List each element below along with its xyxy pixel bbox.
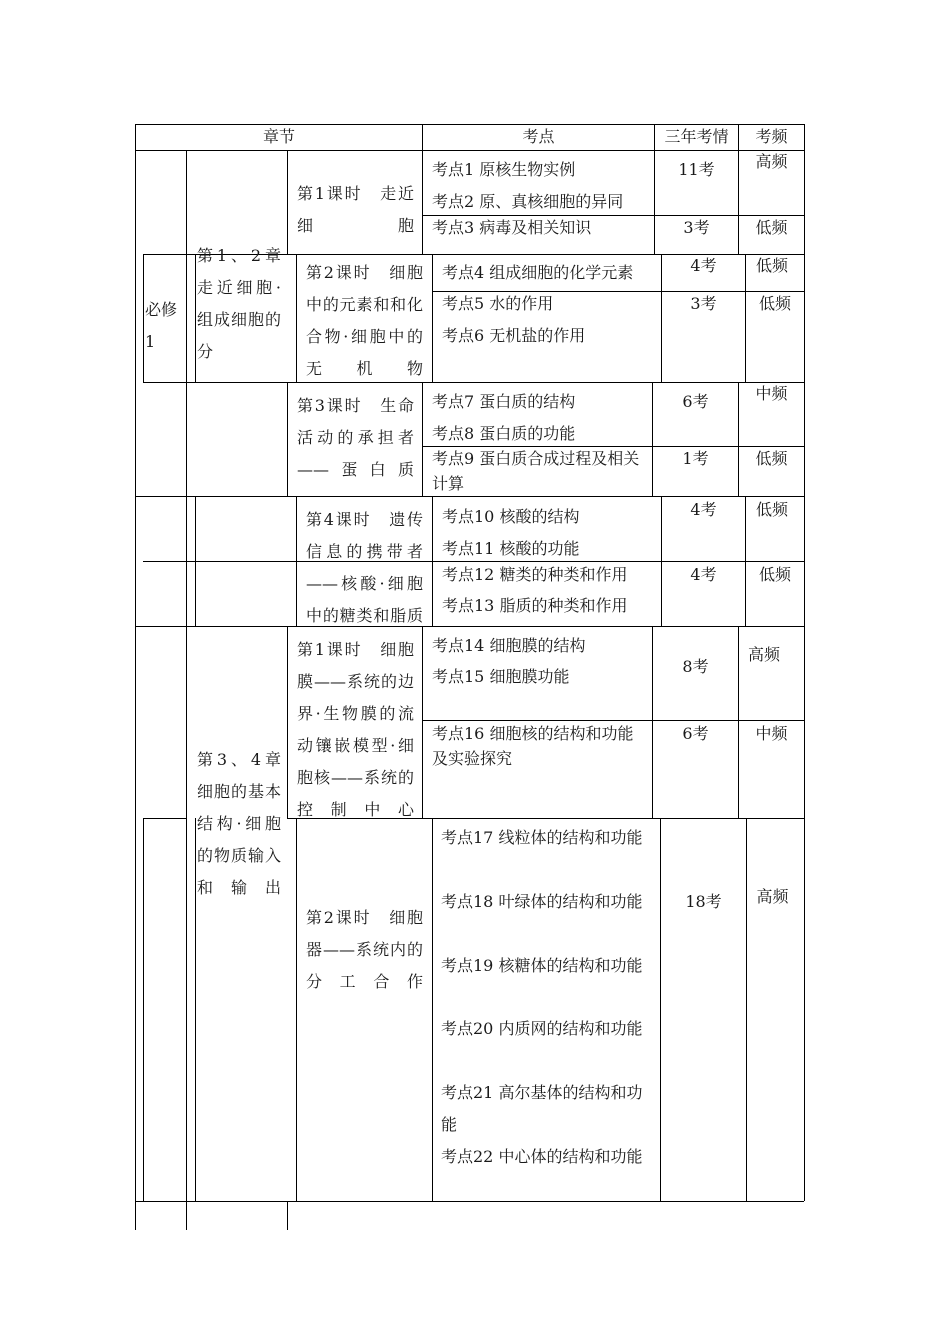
exam-point: 考点13 脂质的种类和作用 (442, 596, 628, 615)
exam-point: 考点11 核酸的功能 (442, 539, 580, 558)
lesson-label: 第1课时 走近细胞 (297, 184, 414, 235)
lesson-label: 第3课时 生命活动的承担者——蛋白质 (297, 396, 414, 479)
stat-cell: 4考 (690, 256, 717, 275)
exam-point: 考点8 蛋白质的功能 (432, 424, 576, 443)
table-rule (296, 254, 297, 382)
exam-point: 考点3 病毒及相关知识 (432, 218, 592, 237)
freq-cell: 高频 (756, 887, 789, 906)
stat-cell: 6考 (682, 392, 709, 411)
table-rule (195, 818, 196, 1201)
table-rule (422, 150, 423, 254)
exam-point: 考点17 线粒体的结构和功能 (441, 828, 643, 847)
stat-cell: 11考 (678, 160, 715, 179)
stat-cell: 8考 (682, 657, 709, 676)
exam-point: 考点12 糖类的种类和作用 (442, 565, 628, 584)
exam-point: 考点21 高尔基体的结构和功能 (441, 1083, 643, 1134)
module-label: 必修1 (145, 300, 178, 351)
table-rule (143, 818, 144, 1201)
freq-cell: 中频 (755, 384, 788, 403)
table-rule (432, 254, 433, 382)
freq-cell: 低频 (758, 294, 791, 313)
stat-cell: 4考 (690, 565, 717, 584)
table-rule (746, 818, 747, 1201)
table-rule (143, 818, 187, 819)
header-freq: 考频 (755, 127, 788, 146)
header-point: 考点 (522, 127, 555, 146)
exam-point: 考点14 细胞膜的结构 (432, 636, 586, 655)
chapter-3-4-label: 第3、4章细胞的基本结构·细胞的物质输入和输出 (197, 750, 281, 897)
lesson-label: 第2课时 细胞中的元素和和化合物·细胞中的无机物 (306, 263, 423, 378)
lesson-label: 第1课时 细胞膜——系统的边界·生物膜的流动镶嵌模型·细胞核——系统的控制中心 (297, 640, 414, 819)
exam-point: 考点22 中心体的结构和功能 (441, 1147, 643, 1166)
freq-cell: 中频 (755, 724, 788, 743)
table-rule (135, 626, 804, 627)
table-rule (135, 124, 136, 1230)
table-rule (660, 818, 661, 1201)
exam-point: 考点16 细胞核的结构和功能及实验探究 (432, 724, 634, 768)
stat-cell: 18考 (685, 892, 722, 911)
table-rule (422, 626, 423, 818)
table-rule (195, 254, 196, 382)
stat-cell: 6考 (682, 724, 709, 743)
exam-point: 考点7 蛋白质的结构 (432, 392, 576, 411)
table-rule (422, 382, 423, 496)
freq-cell: 低频 (755, 500, 788, 519)
freq-cell: 低频 (758, 565, 791, 584)
exam-point: 考点20 内质网的结构和功能 (441, 1019, 643, 1038)
exam-point: 考点1 原核生物实例 (432, 160, 576, 179)
freq-cell: 低频 (755, 256, 788, 275)
stat-cell: 1考 (682, 449, 709, 468)
exam-point: 考点2 原、真核细胞的异同 (432, 192, 624, 211)
header-stat: 三年考情 (664, 127, 729, 146)
exam-point: 考点10 核酸的结构 (442, 507, 580, 526)
exam-point: 考点18 叶绿体的结构和功能 (441, 892, 643, 911)
lesson-label: 第2课时 细胞器——系统内的分工合作 (306, 908, 423, 991)
table-rule (804, 124, 805, 1201)
exam-point: 考点6 无机盐的作用 (442, 326, 586, 345)
lesson-label: 第4课时 遗传信息的携带者——核酸·细胞中的糖类和脂质 (306, 510, 423, 625)
exam-point: 考点5 水的作用 (442, 294, 554, 313)
exam-point: 考点19 核糖体的结构和功能 (441, 956, 643, 975)
chapter-1-2-label: 第1、2章走近细胞·组成细胞的分 (197, 246, 281, 361)
stat-cell: 4考 (690, 500, 717, 519)
table-rule (287, 626, 288, 818)
table-rule (287, 150, 288, 254)
freq-cell: 高频 (747, 645, 780, 664)
table-rule (296, 818, 297, 1201)
header-chapter: 章节 (262, 127, 295, 146)
freq-cell: 低频 (755, 449, 788, 468)
stat-cell: 3考 (690, 294, 717, 313)
table-rule (287, 382, 288, 496)
exam-point: 考点9 蛋白质合成过程及相关计算 (432, 449, 640, 493)
freq-cell: 高频 (755, 152, 788, 171)
exam-point: 考点4 组成细胞的化学元素 (442, 263, 634, 282)
table-rule (287, 1201, 288, 1230)
stat-cell: 3考 (683, 218, 710, 237)
freq-cell: 低频 (755, 218, 788, 237)
table-rule (143, 254, 144, 382)
table-rule (186, 150, 187, 1230)
exam-point: 考点15 细胞膜功能 (432, 667, 570, 686)
table-rule (432, 818, 433, 1201)
table-rule (135, 1201, 804, 1202)
table-rule (143, 382, 804, 383)
